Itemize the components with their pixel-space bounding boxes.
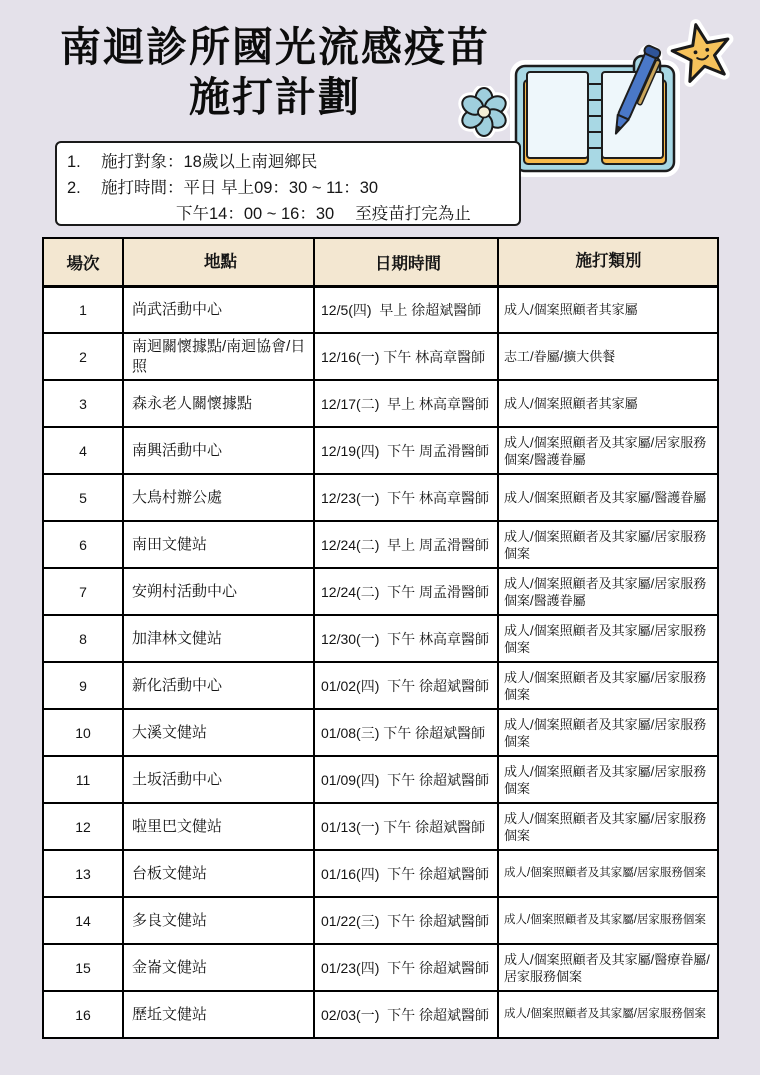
row-category: 成人/個案照顧者及其家屬/居家服務個案 bbox=[498, 521, 718, 568]
row-location: 新化活動中心 bbox=[123, 662, 314, 709]
header-location: 地點 bbox=[123, 238, 314, 286]
table-row bbox=[43, 427, 718, 474]
row-session-number: 11 bbox=[43, 756, 123, 803]
row-datetime: 12/5(四) 早上 徐超斌醫師 bbox=[314, 286, 498, 333]
row-datetime: 12/24(二) 早上 周孟滑醫師 bbox=[314, 521, 498, 568]
table-row bbox=[43, 333, 718, 380]
table-row bbox=[43, 756, 718, 803]
note-text: 施打對象：18歲以上南迴鄉民 bbox=[101, 153, 318, 171]
row-category: 成人/個案照顧者及其家屬/居家服務個案 bbox=[498, 897, 718, 944]
row-datetime: 01/23(四) 下午 徐超斌醫師 bbox=[314, 944, 498, 991]
row-session-number: 15 bbox=[43, 944, 123, 991]
poster-title-line2: 施打計劃 bbox=[189, 74, 361, 120]
row-location: 森永老人關懷據點 bbox=[123, 380, 314, 427]
poster-title bbox=[55, 22, 495, 122]
row-location: 加津林文健站 bbox=[123, 615, 314, 662]
row-category: 志工/眷屬/擴大供餐 bbox=[498, 333, 718, 380]
notebook-pen-icon bbox=[506, 44, 684, 186]
table-row bbox=[43, 662, 718, 709]
row-category: 成人/個案照顧者及其家屬/居家服務個案 bbox=[498, 803, 718, 850]
row-location: 台板文健站 bbox=[123, 850, 314, 897]
row-session-number: 14 bbox=[43, 897, 123, 944]
row-session-number: 12 bbox=[43, 803, 123, 850]
row-category: 成人/個案照顧者及其家屬/醫療眷屬/居家服務個案 bbox=[498, 944, 718, 991]
row-location: 金崙文健站 bbox=[123, 944, 314, 991]
row-category: 成人/個案照顧者及其家屬/居家服務個案 bbox=[498, 662, 718, 709]
row-category: 成人/個案照顧者及其家屬/居家服務個案/醫護眷屬 bbox=[498, 427, 718, 474]
row-category: 成人/個案照顧者及其家屬/居家服務個案 bbox=[498, 991, 718, 1038]
row-datetime: 12/16(一) 下午 林高章醫師 bbox=[314, 333, 498, 380]
note-time-continuation: 下午14：00 ~ 16：30 至疫苗打完為止 bbox=[176, 205, 471, 223]
row-category: 成人/個案照顧者及其家屬/居家服務個案/醫護眷屬 bbox=[498, 568, 718, 615]
row-datetime: 12/23(一) 下午 林高章醫師 bbox=[314, 474, 498, 521]
row-session-number: 7 bbox=[43, 568, 123, 615]
table-row bbox=[43, 474, 718, 521]
row-location: 歷坵文健站 bbox=[123, 991, 314, 1038]
schedule-table-body bbox=[43, 286, 718, 1038]
row-session-number: 4 bbox=[43, 427, 123, 474]
row-session-number: 8 bbox=[43, 615, 123, 662]
row-datetime: 01/02(四) 下午 徐超斌醫師 bbox=[314, 662, 498, 709]
row-session-number: 6 bbox=[43, 521, 123, 568]
row-category: 成人/個案照顧者及其家屬/居家服務個案 bbox=[498, 709, 718, 756]
row-session-number: 1 bbox=[43, 286, 123, 333]
flower-icon bbox=[458, 86, 510, 138]
header-datetime: 日期時間 bbox=[314, 238, 498, 286]
row-session-number: 10 bbox=[43, 709, 123, 756]
row-datetime: 01/08(三) 下午 徐超斌醫師 bbox=[314, 709, 498, 756]
row-session-number: 2 bbox=[43, 333, 123, 380]
row-datetime: 12/24(二) 下午 周孟滑醫師 bbox=[314, 568, 498, 615]
row-datetime: 01/22(三) 下午 徐超斌醫師 bbox=[314, 897, 498, 944]
row-category: 成人/個案照顧者其家屬 bbox=[498, 380, 718, 427]
note-target bbox=[67, 149, 519, 175]
row-location: 啦里巴文健站 bbox=[123, 803, 314, 850]
row-category: 成人/個案照顧者其家屬 bbox=[498, 286, 718, 333]
schedule-table bbox=[42, 237, 719, 1039]
row-session-number: 13 bbox=[43, 850, 123, 897]
note-number: 1. bbox=[67, 153, 81, 171]
row-datetime: 01/16(四) 下午 徐超斌醫師 bbox=[314, 850, 498, 897]
row-session-number: 5 bbox=[43, 474, 123, 521]
header-session: 場次 bbox=[43, 238, 123, 286]
table-row bbox=[43, 991, 718, 1038]
note-number: 2. bbox=[67, 179, 81, 197]
row-location: 南田文健站 bbox=[123, 521, 314, 568]
instructions-box bbox=[55, 141, 521, 226]
table-row bbox=[43, 380, 718, 427]
table-row bbox=[43, 897, 718, 944]
row-session-number: 3 bbox=[43, 380, 123, 427]
row-category: 成人/個案照顧者及其家屬/醫護眷屬 bbox=[498, 474, 718, 521]
table-row bbox=[43, 709, 718, 756]
poster-title-line1: 南迴診所國光流感疫苗 bbox=[60, 24, 490, 70]
table-row bbox=[43, 850, 718, 897]
row-session-number: 9 bbox=[43, 662, 123, 709]
table-row bbox=[43, 615, 718, 662]
header-category: 施打類別 bbox=[498, 238, 718, 286]
row-location: 大溪文健站 bbox=[123, 709, 314, 756]
row-location: 土坂活動中心 bbox=[123, 756, 314, 803]
table-row bbox=[43, 568, 718, 615]
row-category: 成人/個案照顧者及其家屬/居家服務個案 bbox=[498, 850, 718, 897]
row-category: 成人/個案照顧者及其家屬/居家服務個案 bbox=[498, 756, 718, 803]
row-location: 南興活動中心 bbox=[123, 427, 314, 474]
row-location: 大鳥村辦公處 bbox=[123, 474, 314, 521]
row-datetime: 12/17(二) 早上 林高章醫師 bbox=[314, 380, 498, 427]
row-datetime: 12/19(四) 下午 周孟滑醫師 bbox=[314, 427, 498, 474]
note-time bbox=[67, 175, 519, 201]
table-row bbox=[43, 286, 718, 333]
row-location: 南迴關懷據點/南迴協會/日照 bbox=[123, 333, 314, 380]
row-category: 成人/個案照顧者及其家屬/居家服務個案 bbox=[498, 615, 718, 662]
row-datetime: 02/03(一) 下午 徐超斌醫師 bbox=[314, 991, 498, 1038]
table-row bbox=[43, 521, 718, 568]
row-datetime: 12/30(一) 下午 林高章醫師 bbox=[314, 615, 498, 662]
row-location: 安朔村活動中心 bbox=[123, 568, 314, 615]
table-header-row bbox=[43, 238, 718, 286]
note-text: 施打時間：平日 早上09：30 ~ 11：30 bbox=[101, 179, 379, 197]
table-row bbox=[43, 944, 718, 991]
row-location: 尚武活動中心 bbox=[123, 286, 314, 333]
row-datetime: 01/09(四) 下午 徐超斌醫師 bbox=[314, 756, 498, 803]
table-row bbox=[43, 803, 718, 850]
row-session-number: 16 bbox=[43, 991, 123, 1038]
row-datetime: 01/13(一) 下午 徐超斌醫師 bbox=[314, 803, 498, 850]
row-location: 多良文健站 bbox=[123, 897, 314, 944]
